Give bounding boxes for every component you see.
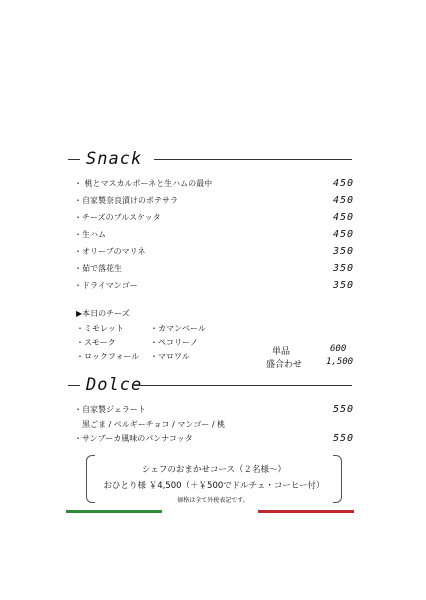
item-price: 450 xyxy=(332,178,354,189)
item-name: ・ドライマンゴー xyxy=(74,281,138,290)
tax-note: 価格は全て外税表記です。 xyxy=(177,497,249,504)
header-dash xyxy=(68,159,80,160)
item-name: ・チーズのブルスケッタ xyxy=(74,213,161,222)
cheese-item: ・ペコリーノ xyxy=(150,338,198,347)
course-title: シェフのおまかせコース（２名様～） xyxy=(142,465,286,475)
dolce-item-gelato xyxy=(74,402,354,418)
item-name: ・オリーブのマリネ xyxy=(74,247,146,256)
item-name: ・ 桃とマスカルポーネと生ハムの最中 xyxy=(74,179,213,188)
cheese-assort-price: 1,500 xyxy=(326,357,354,367)
flag-stripe-white xyxy=(162,510,258,513)
item-price: 550 xyxy=(332,404,354,415)
header-rule xyxy=(154,159,352,160)
snack-item xyxy=(74,176,354,192)
item-name: ・自家製ジェラート xyxy=(74,405,146,414)
item-price: 350 xyxy=(332,280,354,291)
header-rule xyxy=(134,385,352,386)
cheese-heading: ▶本日のチーズ xyxy=(76,309,130,318)
snack-item xyxy=(74,278,354,294)
flag-stripe-green xyxy=(66,510,162,513)
cheese-item: ・スモーク xyxy=(76,338,116,347)
cheese-assort-label: 盛合わせ xyxy=(266,360,303,370)
header-dash xyxy=(68,385,80,386)
item-name: ・自家製奈良漬けのポテサラ xyxy=(74,196,178,205)
cheese-item: ・ロックフォール xyxy=(76,352,140,361)
snack-item xyxy=(74,193,354,209)
snack-item xyxy=(74,210,354,226)
item-name: ・茹で落花生 xyxy=(74,264,122,273)
snack-title: Snack xyxy=(86,149,143,169)
snack-item xyxy=(74,244,354,260)
flag-stripe-red xyxy=(258,510,354,513)
item-price: 350 xyxy=(332,263,354,274)
item-price: 450 xyxy=(332,195,354,206)
item-name: ・サンブーカ風味のパンナコッタ xyxy=(74,434,193,443)
item-price: 350 xyxy=(332,246,354,257)
snack-item xyxy=(74,227,354,243)
item-price: 550 xyxy=(332,433,354,444)
course-price: おひとり様 ￥4,500（＋￥500でドルチェ・コーヒー付） xyxy=(103,481,325,491)
item-price: 450 xyxy=(332,229,354,240)
item-name: ・生ハム xyxy=(74,230,106,239)
cheese-item: ・カマンベール xyxy=(150,324,206,333)
snack-item xyxy=(74,261,354,277)
gelato-flavors: 黒ごま / ベルギーチョコ / マンゴー / 桃 xyxy=(82,420,226,429)
cheese-single-label: 単品 xyxy=(272,347,291,357)
dolce-item-pannacotta xyxy=(74,431,354,447)
cheese-item: ・マロワル xyxy=(150,352,190,361)
item-price: 450 xyxy=(332,212,354,223)
dolce-title: Dolce xyxy=(86,375,143,395)
cheese-item: ・ミモレット xyxy=(76,324,124,333)
dolce-header xyxy=(68,374,352,396)
cheese-single-price: 600 xyxy=(330,344,347,354)
snack-header xyxy=(68,148,352,170)
